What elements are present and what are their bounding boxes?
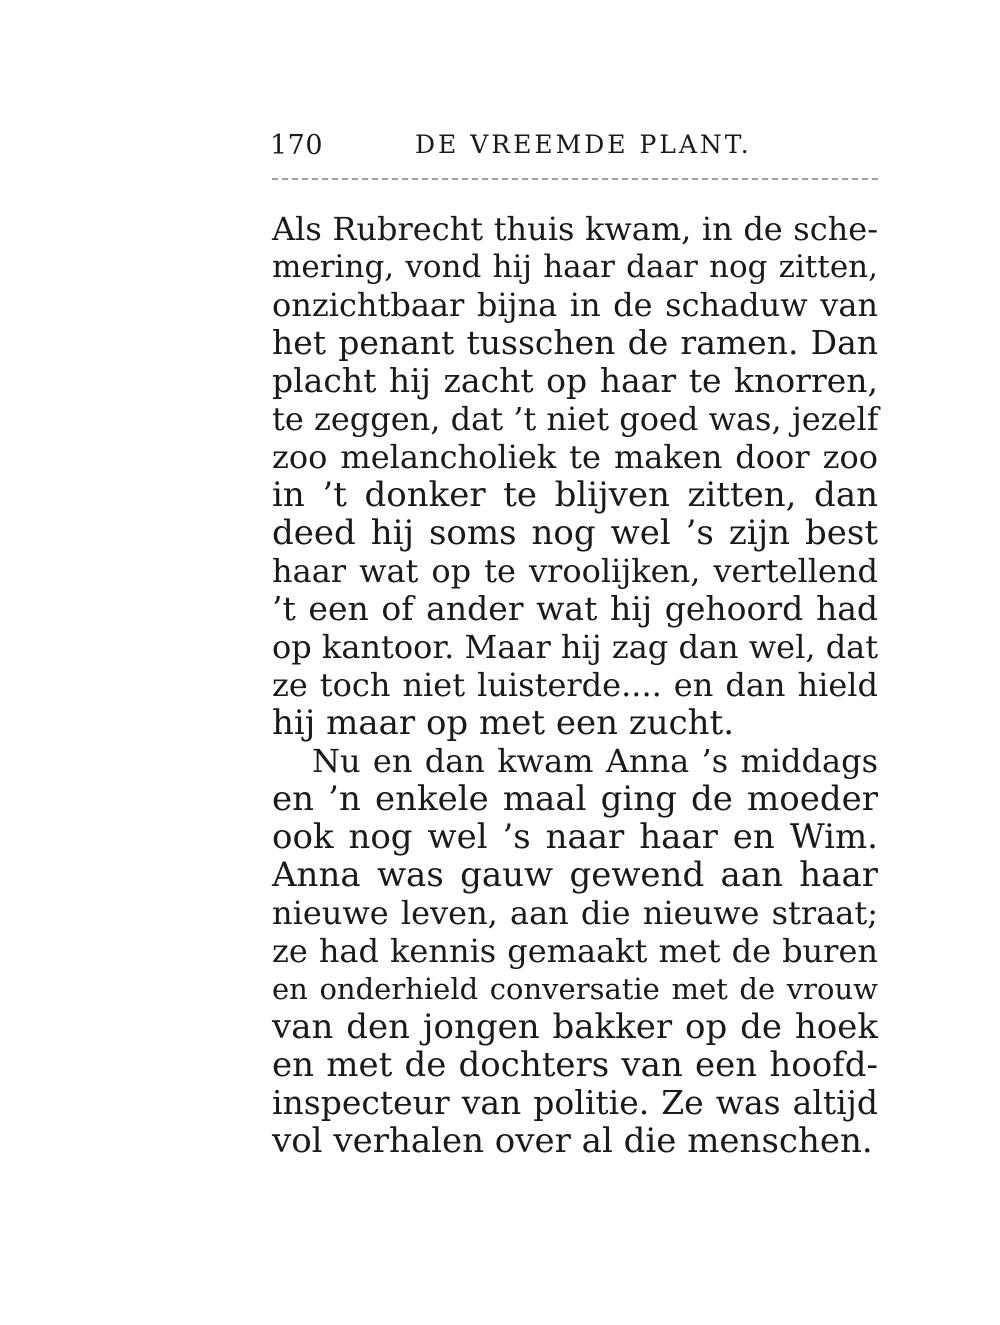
running-head (270, 130, 880, 170)
page-number: 170 (270, 130, 324, 161)
header-rule (272, 178, 878, 180)
text-line: Nu en dan kwam Anna ’s middags (312, 742, 878, 780)
running-title: DE VREEMDE PLANT. (415, 130, 752, 159)
text-line: op kantoor. Maar hij zag dan wel, dat (272, 628, 879, 666)
text-line: ze toch niet luisterde.... en dan hield (272, 666, 878, 704)
text-line: mering, vond hij haar daar nog zitten, (272, 249, 878, 285)
text-line: ook nog wel ’s naar haar en Wim. (272, 817, 878, 857)
text-line: te zeggen, dat ’t niet goed was, jezelf (272, 400, 879, 438)
text-line: ’t een of ander wat hij gehoord had (272, 589, 878, 628)
body-text (272, 210, 878, 1160)
text-line: deed hij soms nog wel ’s zijn best (272, 513, 878, 553)
text-line: in ’t donker te blijven zitten, dan (272, 475, 878, 515)
text-line: vol verhalen over al die menschen. (272, 1121, 873, 1161)
text-line: Als Rubrecht thuis kwam, in de sche- (272, 210, 878, 248)
text-line: placht hij zacht op haar te knorren, (272, 361, 878, 400)
text-line: onzichtbaar bijna in de schaduw van (272, 286, 878, 324)
text-line: zoo melancholiek te maken door zoo (272, 438, 878, 476)
text-line: Anna was gauw gewend aan haar (272, 855, 878, 895)
text-line: hij maar op met een zucht. (272, 703, 735, 743)
text-line: nieuwe leven, aan die nieuwe straat; (272, 894, 878, 932)
text-line: en met de dochters van een hoofd- (272, 1045, 878, 1085)
paragraph-2 (272, 742, 878, 1160)
text-line: ze had kennis gemaakt met de buren (272, 932, 878, 970)
text-line: het penant tusschen de ramen. Dan (272, 323, 878, 362)
text-line: en ’n enkele maal ging de moeder (272, 779, 878, 819)
text-line: van den jongen bakker op de hoek (272, 1007, 878, 1047)
text-line: haar wat op te vroolijken, vertellend (272, 552, 878, 590)
paragraph-1 (272, 210, 878, 742)
text-line: inspecteur van politie. Ze was altijd (272, 1083, 878, 1122)
text-line: en onderhield conversatie met de vrouw (272, 972, 878, 1006)
